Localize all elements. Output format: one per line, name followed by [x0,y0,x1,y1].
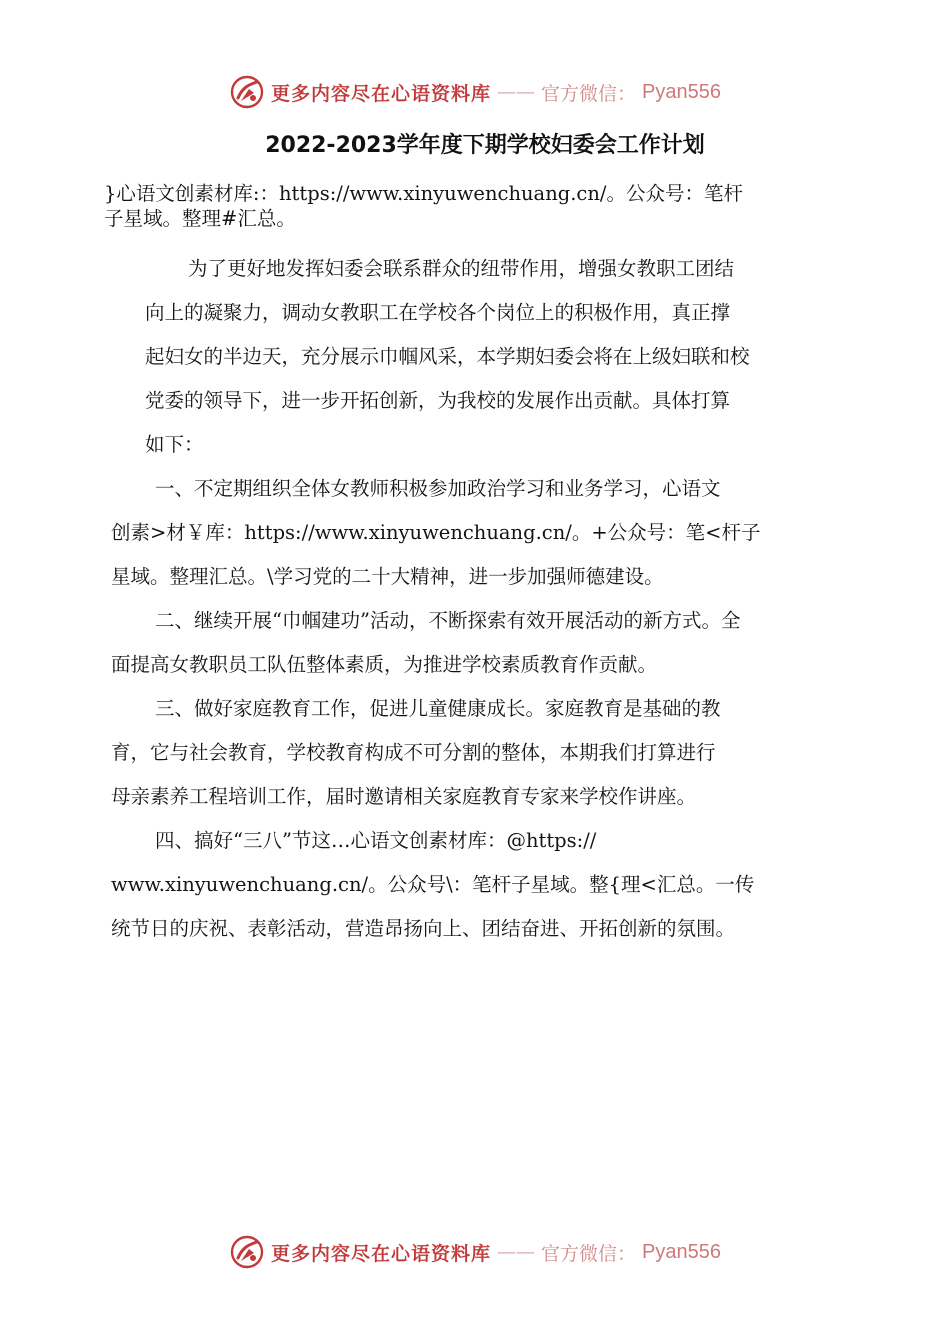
banner-text: 更多内容尽在心语资料库 [271,82,492,105]
item-line: 二、继续开展“巾帼建功”活动，不断探索有效开展活动的新方式。全 [155,609,741,632]
header-watermark-banner [0,72,950,112]
item-line: www.xinyuwenchuang.cn/。公众号\：笔杆子星域。整{理<汇总。一传 [111,873,755,896]
intro-line: 起妇女的半边天，充分展示巾帼风采，本学期妇委会将在上级妇联和校 [145,345,750,368]
header-note-line: }心语文创素材库:：https://www.xinyuwenchuang.cn/。公众号：笔杆 [104,182,743,205]
intro-line: 如下： [145,433,204,456]
banner-wechat-label: 官方微信： [541,1242,637,1265]
brand-logo-icon [229,74,265,110]
banner-separator: —— [497,81,536,103]
brand-logo-icon [229,1234,265,1270]
banner-wechat-handle: Pyan556 [642,1240,721,1263]
item-line: 统节日的庆祝、表彰活动，营造昂扬向上、团结奋进、开拓创新的氛围。 [111,917,736,940]
item-line: 四、搞好“三八”节这…心语文创素材库：@https:// [155,829,597,852]
banner-wechat-handle: Pyan556 [642,80,721,103]
intro-line: 党委的领导下，进一步开拓创新，为我校的发展作出贡献。具体打算 [145,389,731,412]
document-title: 2022-2023学年度下期学校妇委会工作计划 [265,133,705,158]
item-line: 一、不定期组织全体女教师积极参加政治学习和业务学习，心语文 [155,477,721,500]
item-line: 星域。整理汇总。\学习党的二十大精神，进一步加强师德建设。 [111,565,664,588]
item-line: 创素>材￥库：https://www.xinyuwenchuang.cn/。+公众号：笔<杆子 [111,521,761,544]
header-note-line: 子星域。整理#汇总。 [104,207,296,230]
banner-wechat-label: 官方微信： [541,82,637,105]
item-line: 育，它与社会教育，学校教育构成不可分割的整体，本期我们打算进行 [111,741,716,764]
item-line: 面提高女教职员工队伍整体素质，为推进学校素质教育作贡献。 [111,653,658,676]
footer-watermark-banner [0,1232,950,1272]
intro-line: 向上的凝聚力，调动女教职工在学校各个岗位上的积极作用，真正撑 [145,301,731,324]
intro-line: 为了更好地发挥妇委会联系群众的纽带作用，增强女教职工团结 [188,257,735,280]
item-line: 三、做好家庭教育工作，促进儿童健康成长。家庭教育是基础的教 [155,697,721,720]
item-line: 母亲素养工程培训工作，届时邀请相关家庭教育专家来学校作讲座。 [111,785,697,808]
banner-text: 更多内容尽在心语资料库 [271,1242,492,1265]
banner-separator: —— [497,1241,536,1263]
